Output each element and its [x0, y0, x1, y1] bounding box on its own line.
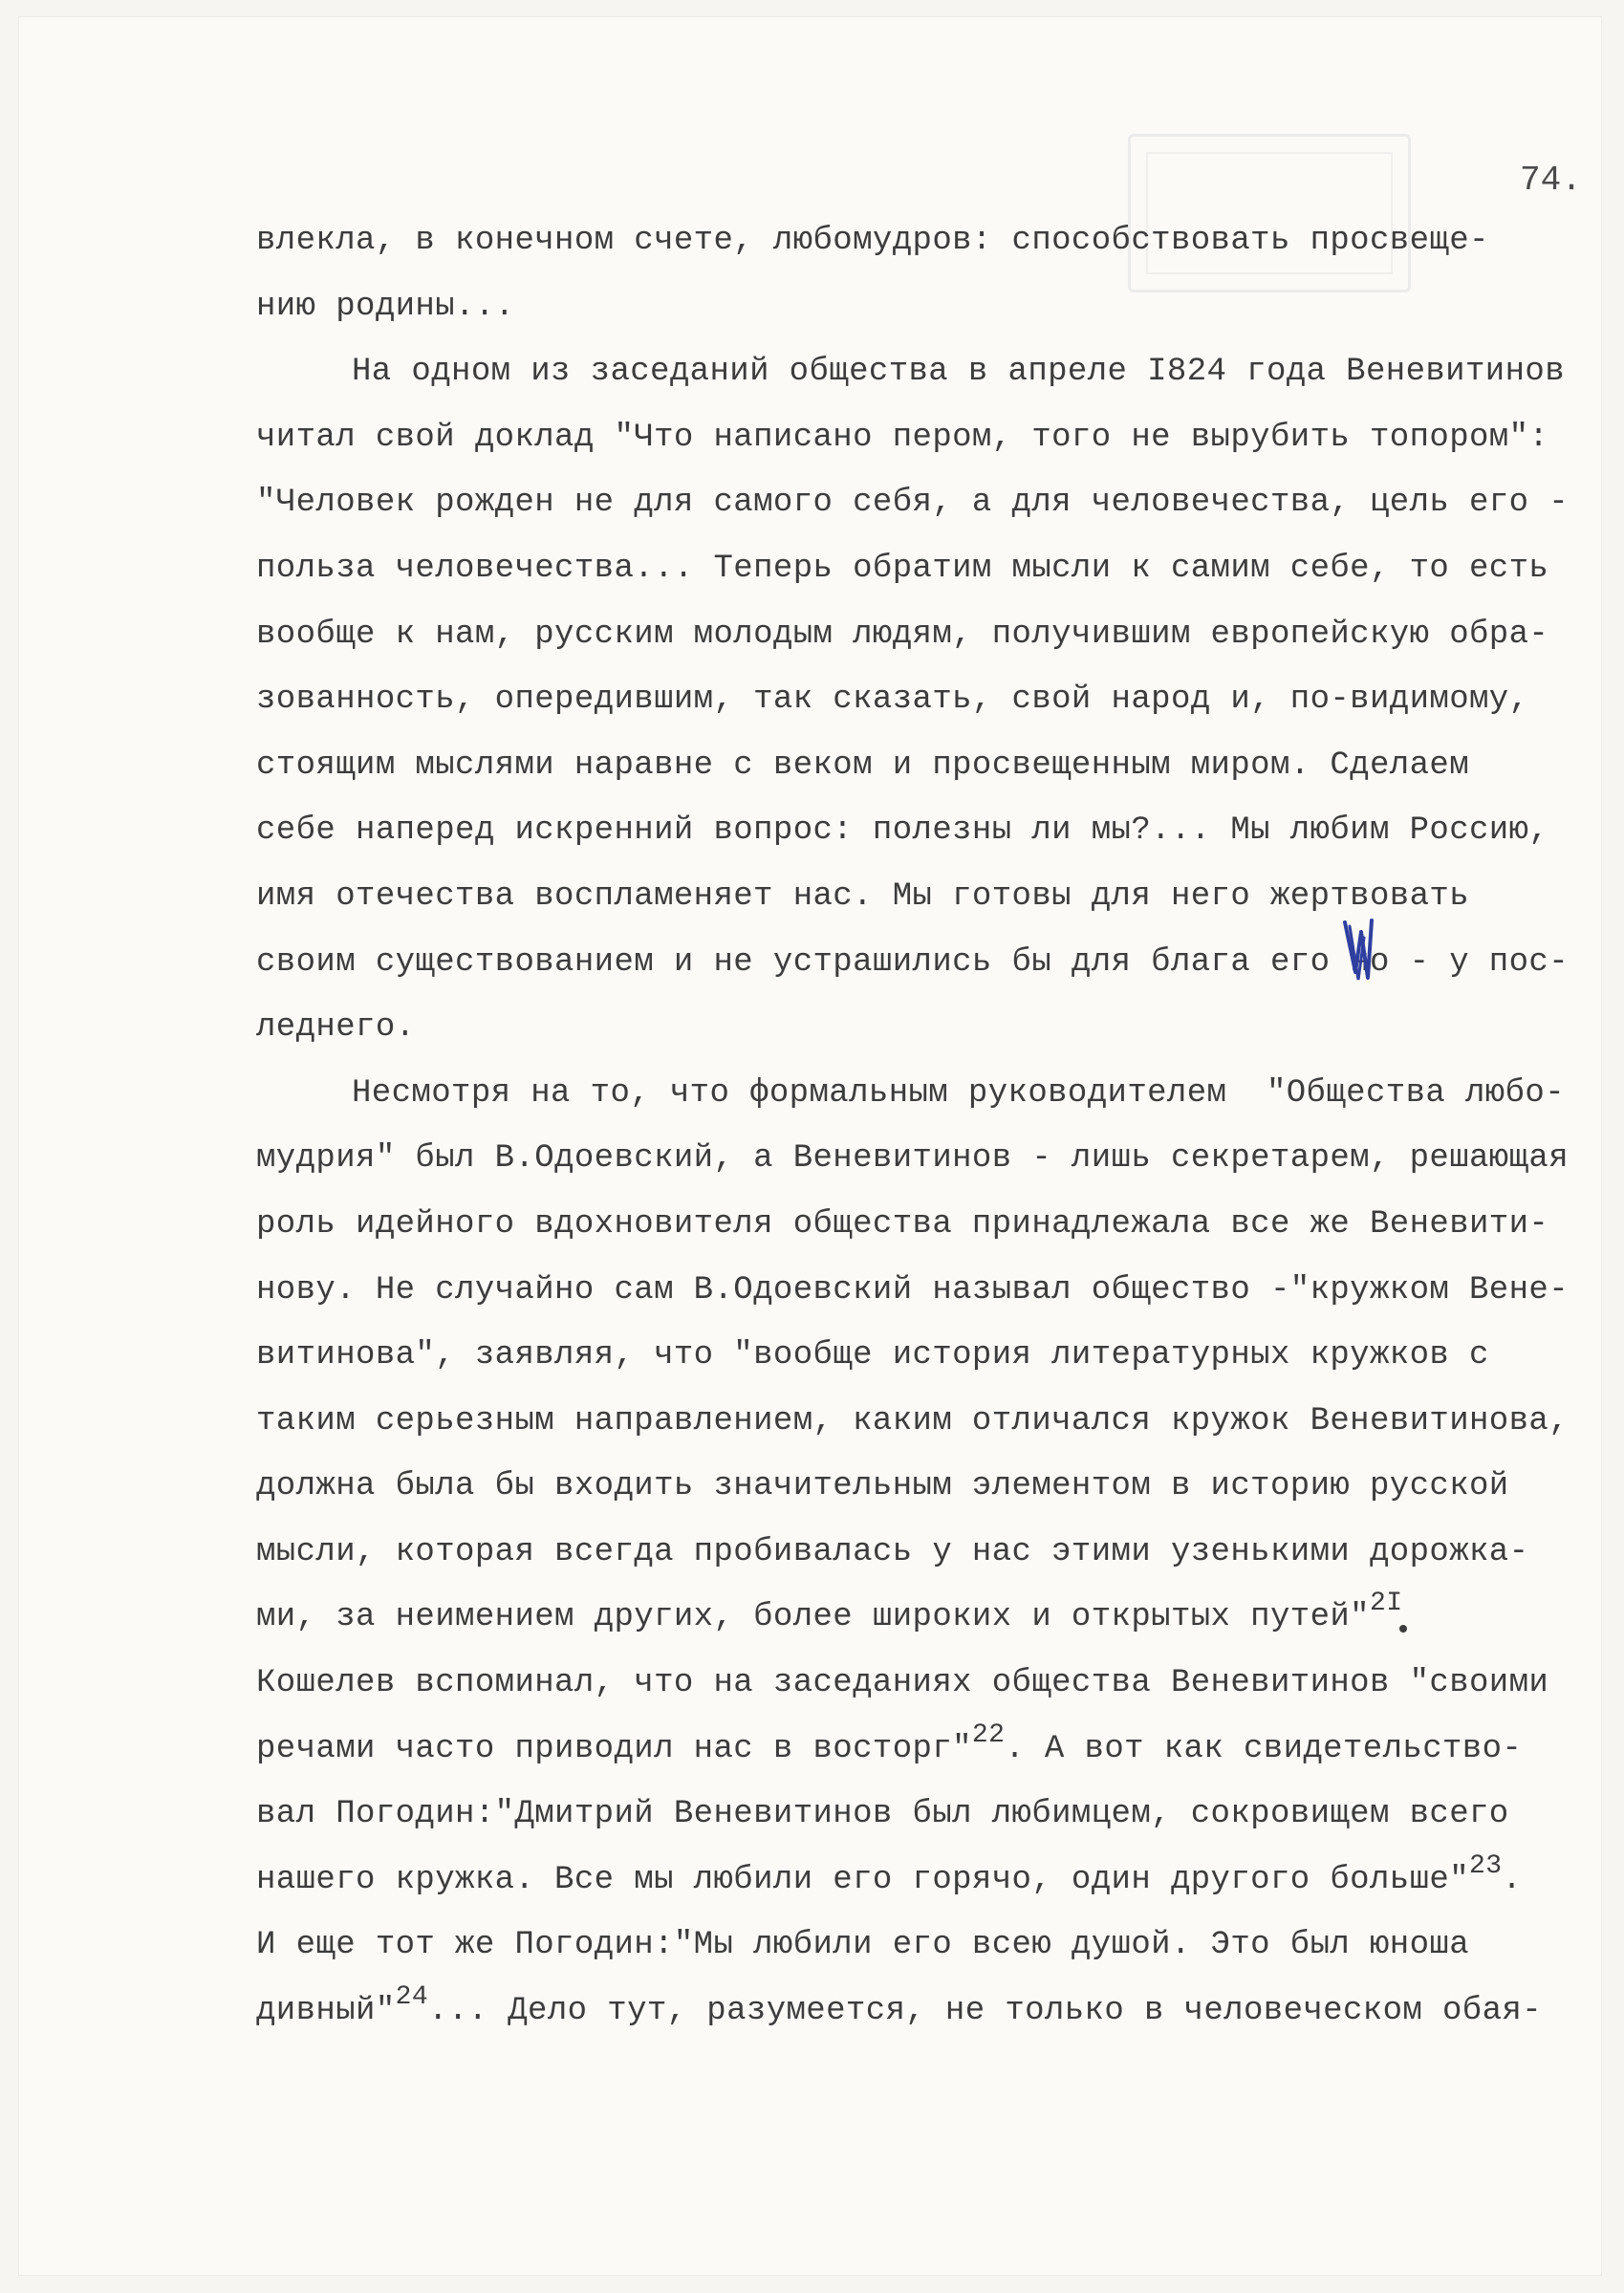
text-line — [256, 1126, 1594, 1192]
text-line — [256, 1913, 1594, 1979]
text-line-content: мысли, которая всегда пробивалась у нас этими узенькими дорожка- — [256, 1533, 1529, 1570]
text-line — [256, 1979, 1594, 2044]
text-line — [256, 1651, 1594, 1717]
text-line — [256, 864, 1594, 930]
text-line — [256, 1389, 1594, 1455]
text-line — [256, 1192, 1594, 1258]
text-line-content: имя отечества воспламеняет нас. Мы готовы для него жертвовать — [256, 877, 1470, 915]
text-line — [256, 536, 1594, 602]
text-line-content: витинова", заявляя, что "вообще история литературных кружков с — [256, 1337, 1489, 1374]
text-line — [256, 733, 1594, 799]
text-line-content: нову. Не случайно сам В.Одоевский называл общество -"кружком Вене- — [256, 1271, 1570, 1309]
text-line — [256, 1585, 1594, 1651]
text-line — [256, 1717, 1594, 1783]
text-line — [256, 208, 1594, 274]
text-line — [256, 1782, 1594, 1848]
text-line-continuation: . — [1502, 1861, 1523, 1898]
text-line — [256, 1258, 1594, 1324]
text-line-content: Несмотря на то, что формальным руководителем "Общества любо- — [352, 1074, 1566, 1112]
text-line-content: стоящим мыслями наравне с веком и просвещенным миром. Сделаем — [256, 746, 1470, 784]
text-line-content: речами часто приводил нас в восторг" — [256, 1730, 972, 1767]
text-line — [256, 798, 1594, 864]
typed-text-body — [256, 208, 1594, 2044]
text-line-content: себе наперед искренний вопрос: полезны ли мы?... Мы любим Россию, — [256, 812, 1549, 850]
text-line-content: вообще к нам, русским молодым людям, получившим европейскую обра- — [256, 616, 1549, 653]
text-line — [256, 930, 1594, 996]
text-line-content: таким серьезным направлением, каким отличался кружок Веневитинова, — [256, 1402, 1570, 1439]
text-line-content: леднего. — [256, 1009, 416, 1047]
text-line-content: "Человек рожден не для самого себя, а для человечества, цель его - — [256, 485, 1570, 522]
text-line-content: зованность, опередившим, так сказать, свой народ и, по-видимому, — [256, 681, 1529, 719]
text-line — [256, 339, 1594, 405]
typed-period-mark — [1399, 1625, 1407, 1633]
text-line — [256, 470, 1594, 536]
text-line — [256, 1323, 1594, 1389]
text-line — [256, 274, 1594, 340]
footnote-reference: 23 — [1469, 1850, 1503, 1881]
text-line-continuation: . А вот как свидетельство- — [1005, 1730, 1523, 1767]
text-line-content: Кошелев вспоминал, что на заседаниях общества Веневитинов "своими — [256, 1665, 1549, 1702]
text-line — [256, 602, 1594, 668]
text-line-content: вал Погодин:"Дмитрий Веневитинов был любимцем, сокровищем всего — [256, 1796, 1509, 1833]
footnote-reference: 2I — [1370, 1589, 1403, 1619]
text-line-content: На одном из заседаний общества в апреле I824 года Веневитинов — [352, 354, 1566, 391]
footnote-reference: 24 — [395, 1982, 429, 2013]
text-line-content: нашего кружка. Все мы любили его горячо, один другого больше" — [256, 1861, 1470, 1898]
text-line-content: должна была бы входить значительным элементом в историю русской — [256, 1468, 1509, 1505]
text-line-content: ми, за неимением других, более широких и открытых путей" — [256, 1599, 1370, 1636]
text-line-content: роль идейного вдохновителя общества принадлежала все же Веневити- — [256, 1205, 1549, 1243]
text-line-content: читал свой доклад "Что написано пером, того не вырубить топором": — [256, 419, 1549, 456]
text-line — [256, 1848, 1594, 1914]
text-line — [256, 667, 1594, 733]
text-line — [256, 1061, 1594, 1127]
text-line-content: И еще тот же Погодин:"Мы любили его всею душой. Это был юноша — [256, 1927, 1470, 1964]
text-line-content: польза человечества... Теперь обратим мысли к самим себе, то есть — [256, 550, 1549, 587]
handwritten-correction-mark — [1342, 913, 1375, 989]
page-number: 74. — [1520, 161, 1582, 200]
text-line-content: нию родины... — [256, 288, 515, 325]
text-line — [256, 1520, 1594, 1586]
text-line — [256, 405, 1594, 471]
footnote-reference: 22 — [971, 1720, 1006, 1750]
text-line-continuation: ... Дело тут, разумеется, не только в человеческом обая- — [428, 1993, 1543, 2030]
text-line-content: своим существованием и не устрашились бы для блага его но - у пос- — [256, 943, 1570, 981]
text-line-content: дивный" — [256, 1993, 396, 2030]
text-line-content: влекла, в конечном счете, любомудров: способствовать просвеще- — [256, 223, 1489, 259]
text-line — [256, 1454, 1594, 1520]
text-line — [256, 995, 1594, 1061]
text-line-content: мудрия" был В.Одоевский, а Веневитинов - лишь секретарем, решающая — [256, 1140, 1570, 1178]
